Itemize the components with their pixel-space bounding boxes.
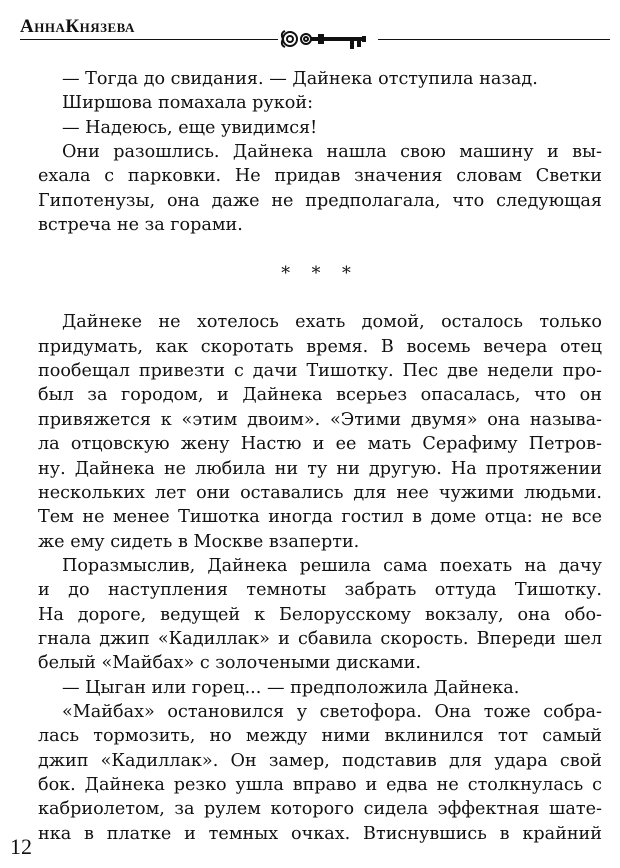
- text-line: нка в платке и темных очках. Втиснувшись в крайний: [38, 823, 602, 844]
- text-line: же ему сидеть в Москве взаперти.: [38, 531, 360, 552]
- paragraph: [38, 116, 602, 140]
- paragraph: [38, 700, 602, 846]
- text-line: нескольких лет они оставались для нее чужими людьми.: [38, 482, 602, 503]
- text-line: джип «Кадиллак». Он замер, подставив для удара свой: [38, 750, 602, 771]
- text-line: Они разошлись. Дайнека нашла свою машину и вы-: [62, 142, 602, 163]
- text-line: кабриолетом, за рулем которого сидела эффектная шате-: [38, 799, 602, 820]
- text-line: лась тормозить, но между ними вклинился тот самый: [38, 726, 602, 747]
- text-line: — Тогда до свидания. — Дайнека отступила назад.: [62, 69, 538, 89]
- text-line: привяжется к «этим двоим». «Этими двумя» она называ-: [38, 409, 602, 430]
- text-line: пообещал привезти с дачи Тишотку. Пес две недели про-: [38, 361, 602, 382]
- text-line: Ширшова помахала рукой:: [62, 93, 314, 114]
- paragraph: [38, 554, 602, 676]
- section-separator: * * *: [281, 263, 359, 284]
- text-line: и до наступления темноты забрать оттуда Тишотку.: [38, 580, 602, 601]
- text-line: белый «Майбах» с золочеными дисками.: [38, 653, 421, 674]
- text-line: — Цыган или горец... — предположила Дайнека.: [62, 677, 520, 698]
- text-line: был за городом, и Дайнека всерьез опасалась, что он: [38, 385, 602, 406]
- text-line: Тем не менее Тишотка иногда гостил в доме отца: не все: [38, 507, 602, 528]
- text-line: «Майбах» остановился у светофора. Она тоже собра-: [62, 701, 602, 722]
- key-ornament-icon: [278, 26, 378, 52]
- text-line: придумать, как скоротать время. В восемь вечера отец: [38, 336, 602, 357]
- body-text: [38, 67, 602, 846]
- text-line: бок. Дайнека резко ушла вправо и едва не столкнулась с: [38, 774, 602, 795]
- text-line: ла отцовскую жену Настю и ее мать Серафиму Петров-: [38, 434, 602, 455]
- text-line: Поразмыслив, Дайнека решила сама поехать на дачу: [62, 555, 602, 576]
- text-line: встреча не за горами.: [38, 215, 243, 236]
- author-name: АннаКнязева: [20, 16, 135, 37]
- running-header: [20, 12, 610, 52]
- paragraph: [38, 91, 602, 115]
- spacer: [38, 237, 602, 261]
- text-line: На дороге, ведущей к Белорусскому вокзалу, она обо-: [38, 604, 602, 625]
- paragraph: [38, 676, 602, 700]
- paragraph: [38, 310, 602, 553]
- text-line: Гипотенузы, она даже не предполагала, что следующая: [38, 190, 602, 211]
- page-number: 12: [10, 834, 32, 859]
- text-line: — Надеюсь, еще увидимся!: [62, 117, 318, 138]
- paragraph: [38, 67, 602, 91]
- text-line: гнала джип «Кадиллак» и сбавила скорость. Впереди шел: [38, 628, 602, 649]
- text-line: Дайнеке не хотелось ехать домой, осталось только: [62, 312, 602, 333]
- paragraph: [38, 140, 602, 237]
- text-line: ехала с парковки. Не придав значения словам Светки: [38, 166, 602, 187]
- spacer: [38, 286, 602, 310]
- text-line: ну. Дайнека не любила ни ту ни другую. На протяжении: [38, 458, 602, 479]
